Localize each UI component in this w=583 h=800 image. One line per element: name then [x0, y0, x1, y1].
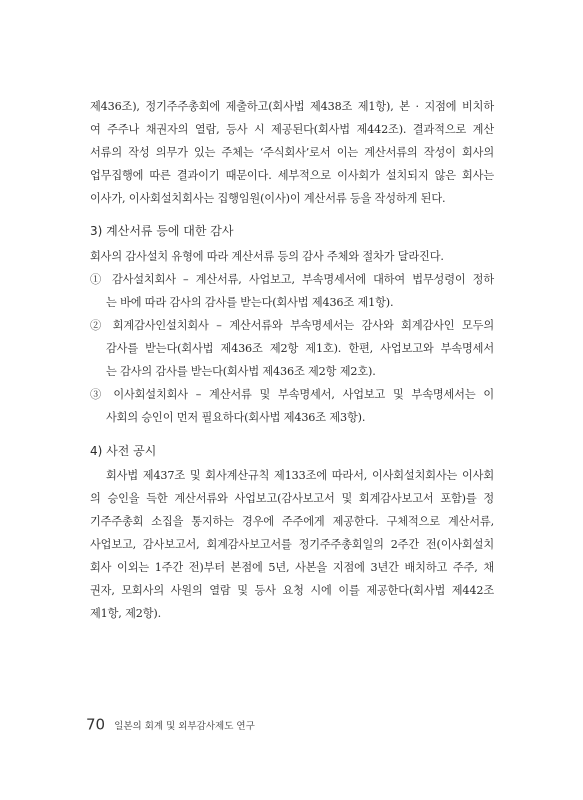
text-line: 제436조), 정기주주총회에 제출하고(회사법 제438조 제1항), 본 · 지점에 비치하 — [90, 100, 494, 113]
text-line: 기주주총회 소집을 통지하는 경우에 주주에게 제공한다. 구체적으로 계산서류, — [90, 515, 494, 528]
text-line: 는 감사의 감사를 받는다(회사법 제436조 제2항 제2호). — [106, 365, 376, 378]
text-line: 회사법 제437조 및 회사계산규칙 제133조에 따라서, 이사회설치회사는 이사회 — [106, 469, 494, 482]
text-line: 회사 이외는 1주간 전)부터 본점에 5년, 사본을 지점에 3년간 배치하고 주주, 채 — [90, 561, 494, 574]
text-line: 의 승인을 득한 계산서류와 사업보고(감사보고서 및 회계감사보고서 포함)를 정 — [90, 492, 494, 505]
list-item-2: ② 회계감사인설치회사 – 계산서류와 부속명세서는 감사와 회계감사인 모두의 — [90, 319, 494, 332]
paragraph-disclosure — [90, 464, 494, 625]
text-line: 감사를 받는다(회사법 제436조 제2항 제1호). 한편, 사업보고와 부속명세서 — [106, 342, 494, 355]
list-item-1: ① 감사설치회사 – 계산서류, 사업보고, 부속명세서에 대하여 법무성령이 정하 — [90, 273, 494, 286]
text-line: 여 주주나 채권자의 열람, 등사 시 제공된다(회사법 제442조). 결과적으로 계산 — [90, 123, 494, 136]
list-item-3: ③ 이사회설치회사 – 계산서류 및 부속명세서, 사업보고 및 부속명세서는 이 — [90, 388, 494, 401]
text-line: 는 바에 따라 감사의 감사를 받는다(회사법 제436조 제1항). — [106, 296, 394, 309]
page-number: 70 — [86, 715, 106, 734]
text-line: 서류의 작성 의무가 있는 주체는 ‘주식회사’로서 이는 계산서류의 작성이 회사의 — [90, 146, 494, 159]
book-title: 일본의 회계 및 외부감사제도 연구 — [114, 720, 255, 732]
paragraph-intro — [90, 95, 494, 210]
text-line: 사회의 승인이 먼저 필요하다(회사법 제436조 제3항). — [106, 411, 366, 424]
text-line: 제1항, 제2항). — [90, 607, 161, 620]
section-heading-audit: 3) 계산서류 등에 대한 감사 — [90, 224, 234, 238]
text-line: 권자, 모회사의 사원의 열람 및 등사 요청 시에 이를 제공한다(회사법 제442조 — [90, 584, 494, 597]
page-footer — [86, 714, 255, 734]
section-heading-disclosure: 4) 사전 공시 — [90, 444, 157, 458]
text-line: 업무집행에 따른 결과이기 때문이다. 세부적으로 이사회가 설치되지 않은 회사는 — [90, 169, 494, 182]
text-line: 사업보고, 감사보고서, 회계감사보고서를 정기주주총회일의 2주간 전(이사회설치 — [90, 538, 494, 551]
text-line: 이사가, 이사회설치회사는 집행임원(이사)이 계산서류 등을 작성하게 된다. — [90, 192, 446, 205]
text-line: 회사의 감사설치 유형에 따라 계산서류 등의 감사 주체와 절차가 달라진다. — [90, 250, 444, 263]
paragraph-audit — [90, 245, 494, 429]
